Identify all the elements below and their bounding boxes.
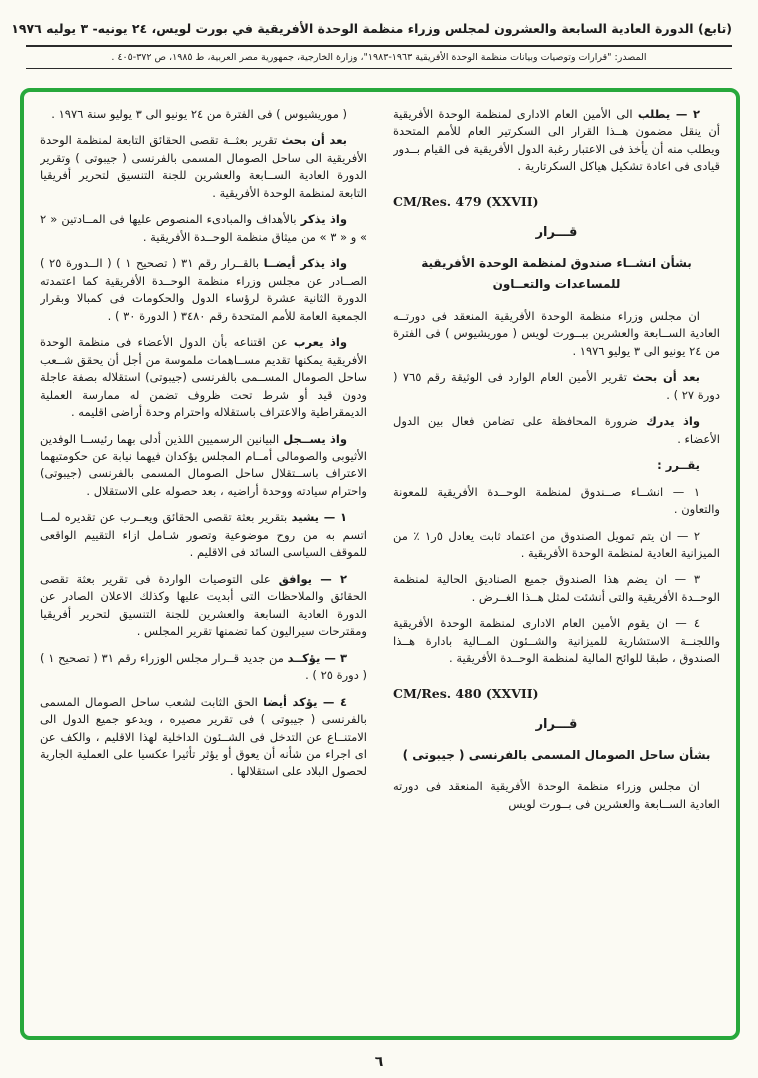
paragraph — [393, 369, 720, 404]
paragraph-text: ٣ — ان يضم هذا الصندوق جميع الصناديق الحالية لمنظمة الوحــدة الأفريقية والتى أنشئت لمثل هــذا الغــرض . — [393, 572, 720, 604]
bold-lead: واذ يعرب — [293, 335, 348, 350]
paragraph — [393, 106, 720, 176]
session-title: (تابع) الدورة العادية السابعة والعشرون لمجلس وزراء منظمة الوحدة الأفريقية في بورت لويس، ٢٤ يونيه- ٣ يوليه ١٩٧٦ — [11, 21, 732, 36]
bold-lead: بعد أن بحث — [632, 370, 700, 385]
numbered-item — [40, 694, 367, 781]
header-rule-top — [26, 45, 732, 47]
right-column — [393, 106, 720, 1026]
paragraph-text: ( موريشيوس ) فى الفترة من ٢٤ يونيو الى ٣ يوليو سنة ١٩٧٦ . — [51, 107, 347, 121]
numbered-item — [40, 509, 367, 561]
bold-lead: ١ — يشيد — [291, 510, 347, 525]
bold-lead: واذ يدرك — [646, 414, 700, 429]
numbered-item — [393, 615, 720, 667]
header-rule-bottom — [26, 68, 732, 69]
paragraph-text: تقرير بعثــة تقصى الحقائق التابعة لمنظمة الوحدة الأفريقية الى ساحل الصومال المسمى بالفرنسى ( جيبوتى ) وتقرير الدورة العادية الســابعة والعشرين للجنة التنسيق لتحرير أفريقيا التابعة لمنظمة الوحدة الأفريقية . — [40, 133, 367, 200]
paragraph — [40, 132, 367, 202]
numbered-item — [40, 571, 367, 641]
bold-lead: ٤ — يؤكد أيضا — [263, 694, 347, 709]
bold-lead: ٢ — يطلب — [637, 107, 700, 121]
paragraph — [40, 255, 367, 325]
paragraph-text: على التوصيات الواردة فى تقرير بعثة تقصى الحقائق والملاحظات التى أبديت عليها وكذلك الاعلان الصادر عن الدورة العادية السابعة والعشرين للجنة التنسيق لتحرير أفريقيا ومقترحات سيراليون كما تضمنها تقرير المجلس . — [40, 571, 367, 639]
paragraph — [393, 778, 720, 813]
numbered-item — [393, 484, 720, 519]
numbered-item — [40, 650, 367, 685]
resolution-heading: قـــرار — [535, 224, 578, 240]
resolution-subject: بشأن انشــاء صندوق لمنظمة الوحدة الأفريقية للمساعدات والتعــاون — [421, 255, 692, 292]
page-header — [0, 0, 758, 69]
paragraph — [40, 211, 367, 246]
page-number: ٦ — [374, 1054, 384, 1070]
paragraph-text: ان مجلس وزراء منظمة الوحدة الأفريقية المنعقد فى دورته العادية الســابعة والعشرين فى بــورت لويس — [393, 779, 720, 811]
paragraph-text: الحق الثابت لشعب ساحل الصومال المسمى بالفرنسى ( جيبوتى ) فى تقرير مصيره ، ويدعو جميع الدول الى الامتنــاع عن التدخل فى الشــئون الداخلية لهذا الاقليم ، والكف عن اى اجراء من شأنه أن يعوق أو يؤثر تأثيرا عكسيا على العملية الجارية لحصول البلاد على استقلالها . — [40, 694, 367, 779]
paragraph — [393, 413, 720, 448]
paragraph-text: ٤ — ان يقوم الأمين العام الادارى لمنظمة الوحدة الأفريقية واللجنــة الاستشارية للميزانية والشــئون المــالية بادارة هــذا الصندوق ، طبقا للوائح المالية لمنظمة الوحــدة الأفريقية . — [393, 616, 720, 666]
paragraph-text: البيانين الرسميين اللذين أدلى بهما رئيســا الوفدين الأثيوبى والصومالى أمــام المجلس يؤكدان فيهما نيابة عن حكومتيهما الاعتراف باســتقلال ساحل الصومال المسمى بالفرنسى (جيبوتى) واحترام سيادته ووحدة أراضيه ، بعد حصوله على الاستقلال . — [40, 431, 367, 498]
paragraph-text: ضرورة المحافظة على تضامن فعال بين الدول الأعضاء . — [393, 414, 720, 446]
paragraph — [393, 308, 720, 360]
bold-lead: واذ يســجل — [283, 431, 348, 446]
paragraph-text: تقرير الأمين العام الوارد فى الوثيقة رقم ٧٦٥ ( دورة ٢٧ ) . — [393, 370, 720, 402]
left-column — [40, 106, 367, 1026]
bold-lead: واذ يذكر أيضــا — [263, 256, 347, 271]
bold-lead: بعد أن بحث — [281, 133, 348, 148]
paragraph-text: الى الأمين العام الادارى لمنظمة الوحدة الأفريقية أن ينقل مضمون هــذا القرار الى السكرتير العام للأمم المتحدة ويطلب منه أن يأخذ فى الاعتبار رغبة الدول الأفريقية فى القيام بــدور قيادى فى اعادة تشكيل هياكل السكرتارية . — [393, 107, 720, 174]
source-citation: المصدر: "قرارات وتوصيات وبيانات منظمة الوحدة الأفريقية ١٩٦٣-١٩٨٣"، وزارة الخارجية، جمهورية مصر العربية، ط ١٩٨٥، ص ٣٧٢-٤٠٥ . — [111, 51, 647, 63]
paragraph — [393, 457, 720, 474]
paragraph-text: من جديد قــرار مجلس الوزراء رقم ٣١ ( تصحيح ١ ) ( دورة ٢٥ ) . — [40, 650, 367, 683]
green-border-frame — [20, 88, 740, 1040]
bold-lead: واذ يذكر — [300, 212, 347, 227]
two-column-text — [40, 106, 720, 1026]
numbered-item — [393, 571, 720, 606]
resolution-subject: بشأن ساحل الصومال المسمى بالفرنسى ( جيبوتى ) — [402, 747, 711, 762]
paragraph — [40, 431, 367, 501]
bold-lead: ٢ — يوافق — [278, 571, 347, 586]
paragraph-text: بتقرير بعثة تقصى الحقائق ويعــرب عن تقديره لمــا اتسم به من روح موضوعية وتصور شـامل ازاء التقييم الواقعى للموقف السياسى السائد فى الاقليم . — [40, 510, 367, 560]
paragraph-text: ٢ — ان يتم تمويل الصندوق من اعتماد ثابت يعادل ٥ر١ ٪ من الميزانية العادية لمنظمة الوحدة الأفريقية . — [393, 528, 720, 560]
paragraph-text: ان مجلس وزراء منظمة الوحدة الأفريقية المنعقد فى دورتــه العادية الســابعة والعشرين ببــورت لويس ( موريشيوس ) فى الفترة من ٢٤ يونيو الى ٣ يوليو ١٩٧٦ . — [393, 308, 720, 358]
bold-lead: ٣ — يؤكــد — [287, 650, 347, 665]
numbered-item — [393, 528, 720, 563]
paragraph-text: ١ — انشــاء صــندوق لمنظمة الوحــدة الأفريقية للمعونة والتعاون . — [393, 484, 720, 517]
resolution-heading: قـــرار — [535, 716, 578, 732]
resolution-ref-480: CM/Res. 480 (XXVII) — [393, 685, 539, 701]
paragraph-text: بالقــرار رقم ٣١ ( تصحيح ١ ) ( الــدورة ٢٥ ) الصــادر عن مجلس وزراء منظمة الوحــدة الأفريقية كما اعتمدته الدورة الثانية عشرة لرؤساء الدول والحكومات فى كمبالا وبقرار الجمعية العامة للأمم المتحدة رقم ٣٤٨٠ ( الدورة ٣٠ ) . — [40, 256, 367, 323]
bold-lead: يقــرر : — [657, 458, 700, 473]
paragraph — [40, 106, 367, 123]
paragraph — [40, 334, 367, 421]
resolution-ref-479: CM/Res. 479 (XXVII) — [393, 193, 539, 209]
paragraph-text: بالأهداف والمبادىء المنصوص عليها فى المــادتين « ٢ » و « ٣ » من ميثاق منظمة الوحــدة الأفريقية . — [40, 212, 367, 244]
paragraph-text: عن اقتناعه بأن الدول الأعضاء فى منظمة الوحدة الأفريقية يمكنها تقديم مســاهمات ملموسة من أجل أن يحقق شــعب ساحل الصومال المســمى بالفرنسى (جيبوتى) استقلاله بصفة عاجلة ودون قيد أو شرط تحت ظروف تضمن له ممارسة العملية الديمقراطية والاعتراف باستقلاله واحترام وحدة أراضى اقليمه . — [40, 335, 367, 420]
